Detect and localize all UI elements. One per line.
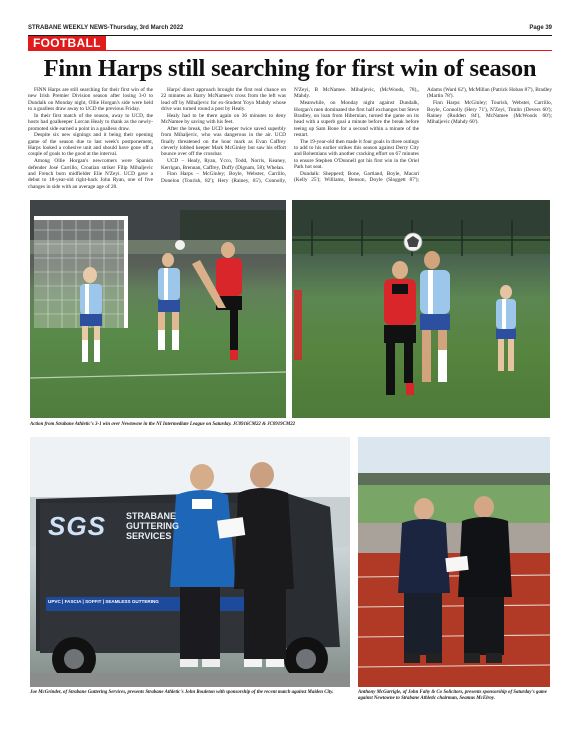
headline: Finn Harps still searching for first win of season bbox=[43, 55, 537, 82]
article-paragraph: In their first match of the season, away to UCD, the hosts had goalkeeper Lorcan Healy to thank as the newly-promoted side earned a point in a goalless draw. bbox=[28, 112, 153, 132]
article-paragraph: FINN Harps are still searching for their first win of the new Irish Premier Division season after losing 3-0 to Dundalk on Monday night, Ollie Horgan's side were held to a goalless draw away to UCD the previous Friday. bbox=[28, 87, 153, 113]
van-sign-line1: STRABANE bbox=[126, 511, 177, 521]
section-rule bbox=[28, 50, 552, 51]
article-paragraph: Among Ollie Horgan's newcomers were Spanish defender José Carrillo, Croatian striker Filip Mihaljevic and French born midfielder Elie N'Zeyi. UCD gave a debut to 18-year-old right-back John Ryan, one of five changes in side with an average age of 20. bbox=[28, 158, 153, 190]
page-header bbox=[28, 22, 552, 34]
header-rule bbox=[28, 35, 552, 36]
sponsor-photo-track-illustration bbox=[358, 437, 550, 687]
sponsor-caption-left: Joe McGrinder, of Strabane Guttering Services, presents Strabane Athletic's John Rouleton with sponsorship of the recent match against Maiden City. bbox=[30, 690, 334, 695]
match-photo-right-illustration bbox=[292, 200, 550, 418]
match-photo-right bbox=[292, 200, 550, 418]
van-sign-line3: SERVICES bbox=[126, 531, 172, 541]
page-number: Page 39 bbox=[529, 25, 552, 31]
article-paragraph: The 19-year-old then made it four goals in three outings to add to his earlier strikes this season against Derry City and Bohemians with another cracking effort on 67 minutes to ensure Stephen O'Donnell got his first win in the Oriel Park hot seat. bbox=[294, 138, 419, 171]
van-service-strip: UPVC | FASCIA | SOFFIT | SEAMLESS GUTTERING bbox=[48, 599, 159, 604]
sponsor-photo-track bbox=[358, 437, 550, 687]
sponsor-photo-van-illustration bbox=[30, 437, 350, 687]
sponsor-caption-right: Anthony McGarrigle, of John Fahy & Co Solicitors, presents sponsorship of Saturday's game against Newtowne to Strabane Athletic chairman, Seamus McElroy. bbox=[358, 690, 547, 701]
article-paragraph: Harps' direct approach brought the first real chance on 22 minutes as Barry McNamee's cross from the left was lead off by Mihaljevic for ex-Student Yoyo Mahdy whose drive was turned round a post by Healy. bbox=[161, 87, 286, 113]
section-label: FOOTBALL bbox=[28, 36, 106, 51]
match-photo-left bbox=[30, 200, 286, 418]
article-paragraph: After the break, the UCD keeper twice saved superbly from Mihaljevic, who was dangerous in the air. UCD finally threatened on the hour mark as Evan Caffrey cleverly lobbed keeper Mark McGinley but saw his effort bounce over off the crossbar. bbox=[161, 126, 286, 158]
match-photo-left-illustration bbox=[30, 200, 286, 418]
article-paragraph: Healy had to be there again on 36 minutes to deny McNamee by saving with his feet. bbox=[161, 112, 286, 126]
match-photo-caption: Action from Strabane Athletic's 3-1 win over Newtowne in the NI Intermediate League on Saturday. JC0916CM22 & JC0919CM22 bbox=[30, 422, 296, 427]
article-paragraph: Despite six new signings and it being their opening game of the season due to last week's postponement, Harps looked a cohesive unit and should have gone off a couple of goals to the good at the interval. bbox=[28, 132, 153, 158]
article-paragraph: Meanwhile, on Monday night against Dundalk, Horgan's men dominated the first half exchanges but Steve Bradley, on loan from Hibernian, turned the game on its head with a superb goal a minute before the break before teeing up Sam Bone for a second within a minute of the restart. bbox=[294, 100, 419, 138]
van-logo-text: SGS bbox=[48, 511, 106, 541]
article-paragraph: Dundalk: Shepperd; Bone, Gartland, Boyle, Macari (Kelly 25'); Williams, Benson, Doyle (Sloggett 87'); Adams (Ward 62'), McMillan (Patrick Hoban 87'), Bradley (Martin 78'). bbox=[294, 87, 552, 184]
sponsor-photo-van bbox=[30, 437, 350, 687]
van-signage bbox=[48, 511, 188, 542]
article-paragraph: Finn Harps – McGinley; Boyle, Webster, Carrillo, Donelon (Tourish, 82'); Hery (Rainey, 65'), Connolly, N'Zeyi, B McNamee. Mihaljevic, (McWoods, 78),, Mahdy. bbox=[161, 87, 419, 184]
article-paragraph: UCD – Healy, Ryan, Ycco, Todd, Norris, Keaney, Kerrigan, Brennan, Caffrey, Duffy (Dignam, 58); Whelan. bbox=[161, 158, 286, 171]
paper-dateline: STRABANE WEEKLY NEWS-Thursday, 3rd March 2022 bbox=[28, 25, 184, 31]
article-paragraph: Finn Harps: McGinley; Tourish, Webster, Carrillo, Boyle, Connolly (Hery 71'), N'Zeyi, Timlin (Devers 60'); Rainey (Rudden 84'), McNamee (McWoods 60'); Mihaljevic (Mahdy 60'). bbox=[427, 100, 552, 126]
article-body bbox=[28, 87, 552, 193]
van-sign-line2: GUTTERING bbox=[126, 521, 179, 531]
